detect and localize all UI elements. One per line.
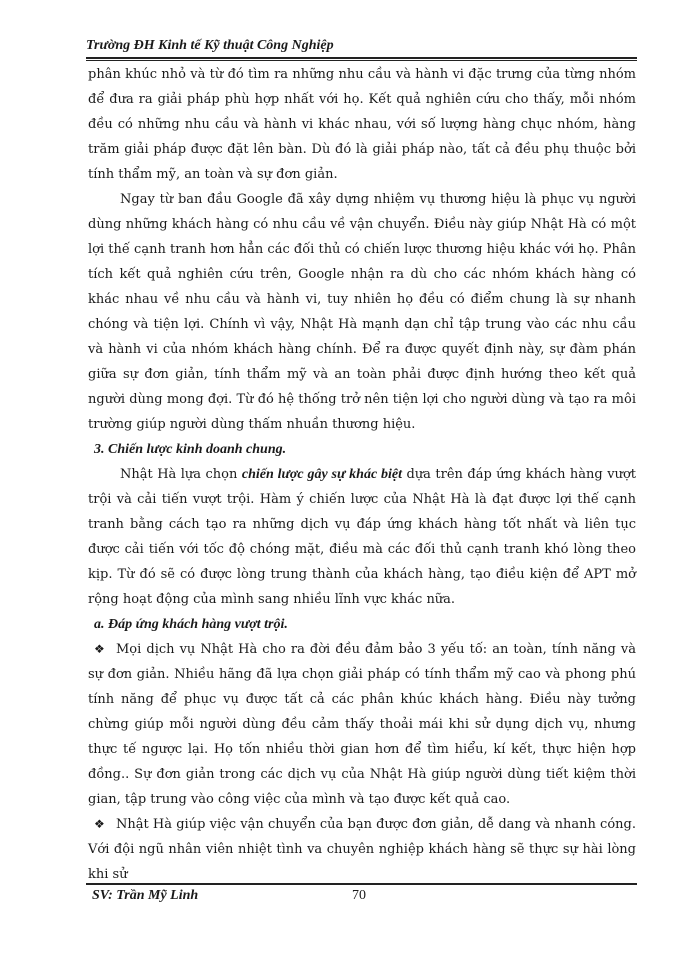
page-number: 70	[352, 888, 366, 903]
subsection-heading-a: a. Đáp ứng khách hàng vượt trội.	[94, 617, 288, 632]
page-header: Trường ĐH Kinh tế Kỹ thuật Công Nghiệp	[86, 38, 334, 53]
footer-rule	[86, 883, 637, 885]
bullet-item-1	[88, 637, 636, 812]
paragraph-3	[88, 462, 636, 612]
header-rule	[86, 57, 637, 59]
paragraph-2: Ngay từ ban đầu Google đã xây dựng nhiệm vụ thương hiệu là phục vụ người dùng những khách hàng có nhu cầu về vận chuyển. Điều này giúp Nhật Hà có một lợi thế cạnh tranh hơn hẳn các đối thủ có chiến lược thương hiệu khác với họ. Phân tích kết quả nghiên cứu trên, Google nhận ra dù cho các nhóm khách hàng có khác nhau về nhu cầu và hành vi, tuy nhiên họ đều có điểm chung là sự nhanh chóng và tiện lợi. Chính vì vậy, Nhật Hà mạnh dạn chỉ tập trung vào các nhu cầu và hành vi của nhóm khách hàng chính. Để ra được quyết định này, sự đàm phán giữa sự đơn giản, tính thẩm mỹ và an toàn phải được định hướng theo kết quả người dùng mong đợi. Từ đó hệ thống trở nên tiện lợi cho người dùng và tạo ra môi trường giúp người dùng thấm nhuần thương hiệu.	[88, 192, 636, 432]
bullet-item-2	[88, 812, 636, 887]
paragraph-3-lead: Nhật Hà lựa chọn	[120, 467, 242, 482]
diamond-bullet-icon: ❖	[94, 642, 105, 656]
paragraph-3-rest: dựa trên đáp ứng khách hàng vượt trội và cải tiến vượt trội. Hàm ý chiến lược của Nhật Hà là đạt được lợi thế cạnh tranh bằng cách tạo ra những dịch vụ đáp ứng khách hàng tốt nhất và liên tục được cải tiến với tốc độ chóng mặt, điều mà các đối thủ cạnh tranh khó lòng theo kịp. Từ đó sẽ có được lòng trung thành của khách hàng, tạo điều kiện để APT mở rộng hoạt động của mình sang nhiều lĩnh vực khác nữa.	[88, 467, 636, 607]
bullet-item-1-text: Mọi dịch vụ Nhật Hà cho ra đời đều đảm bảo 3 yếu tố: an toàn, tính năng và sự đơn giản. Nhiều hãng đã lựa chọn giải pháp có tính thẩm mỹ cao và phong phú tính năng để phục vụ được tất cả các phân khúc khách hàng. Điều này tưởng chừng giúp mỗi người dùng đều cảm thấy thoải mái khi sử dụng dịch vụ, nhưng thực tế ngược lại. Họ tốn nhiều thời gian hơn để tìm hiểu, kí kết, thực hiện hợp đồng.. Sự đơn giản trong các dịch vụ của Nhật Hà giúp người dùng tiết kiệm thời gian, tập trung vào công việc của mình và tạo được kết quả cao.	[88, 642, 636, 807]
emphasis-strategy: chiến lược gây sự khác biệt	[241, 467, 403, 482]
paragraph-1: phân khúc nhỏ và từ đó tìm ra những nhu cầu và hành vi đặc trưng của từng nhóm để đưa ra giải pháp phù hợp nhất với họ. Kết quả nghiên cứu cho thấy, mỗi nhóm đều có những nhu cầu và hành vi khác nhau, với số lượng hàng chục nhóm, hàng trăm giải pháp được đặt lên bàn. Dù đó là giải pháp nào, tất cả đều phụ thuộc bởi tính thẩm mỹ, an toàn và sự đơn giản.	[88, 67, 636, 182]
section-heading-3: 3. Chiến lược kinh doanh chung.	[94, 442, 287, 457]
footer-author: SV: Trần Mỹ Linh	[92, 888, 199, 903]
bullet-item-2-text: Nhật Hà giúp việc vận chuyển của bạn được đơn giản, dễ dang và nhanh cóng. Với đội ngũ nhân viên nhiệt tình va chuyên nghiệp khách hàng sẽ thực sự hài lòng khi sử	[88, 817, 636, 882]
header-rule-thin	[86, 60, 637, 61]
document-body	[88, 62, 636, 887]
diamond-bullet-icon: ❖	[94, 817, 105, 831]
